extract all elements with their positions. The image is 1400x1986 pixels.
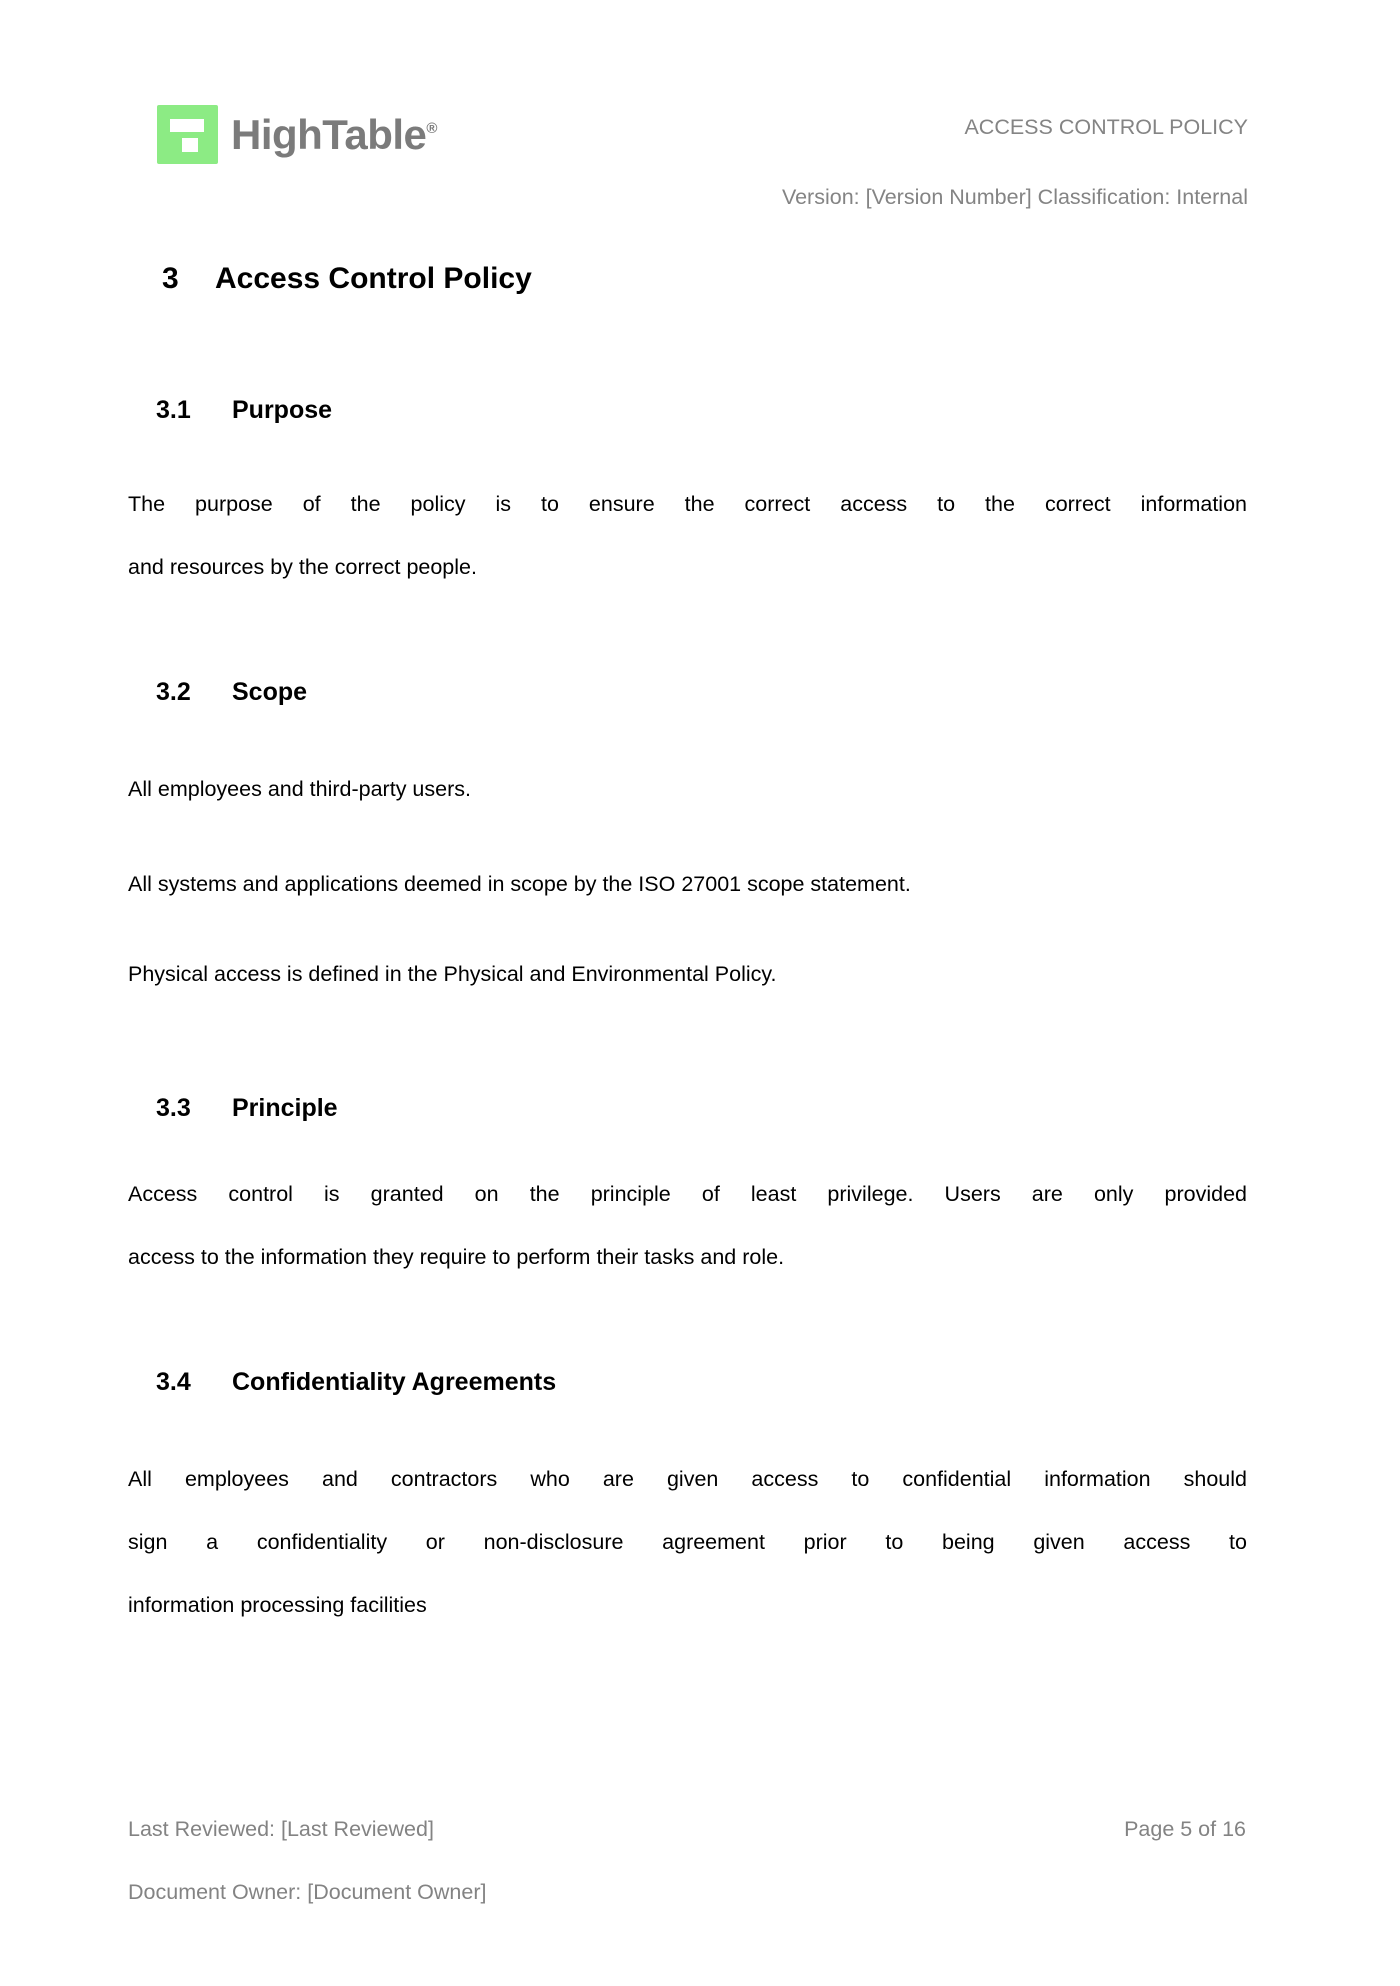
logo-table-top-shape: [170, 119, 204, 132]
paragraph-line: access to the information they require to perform their tasks and role.: [128, 1245, 785, 1269]
paragraph-principle: [128, 1163, 1247, 1289]
logo-wordmark-text: HighTable: [231, 110, 427, 158]
paragraph-line: All systems and applications deemed in scope by the ISO 27001 scope statement.: [128, 872, 911, 896]
section-heading-principle: [156, 1094, 338, 1123]
section-number: 3.3: [156, 1094, 191, 1122]
logo-table-leg-shape: [182, 138, 198, 152]
hightable-logo-icon: [157, 105, 218, 164]
chapter-heading: [162, 262, 532, 296]
paragraph-line: Access control is granted on the principle of least privilege. Users are only provided: [128, 1182, 1247, 1206]
paragraph-line: Physical access is defined in the Physical and Environmental Policy.: [128, 962, 777, 986]
paragraph-line: information processing facilities: [128, 1593, 427, 1617]
section-title: Confidentiality Agreements: [232, 1368, 557, 1396]
paragraph-purpose: [128, 473, 1247, 599]
logo-wordmark: [231, 111, 437, 159]
header-document-title: ACCESS CONTROL POLICY: [964, 115, 1248, 139]
section-number: 3.4: [156, 1368, 191, 1396]
paragraph-confidentiality: [128, 1448, 1247, 1637]
section-title: Scope: [232, 678, 308, 706]
page-header: [782, 92, 1248, 232]
paragraph-scope-2: [128, 853, 1247, 916]
paragraph-scope-1: [128, 758, 1247, 821]
section-number: 3.1: [156, 396, 191, 424]
section-heading-confidentiality-agreements: [156, 1368, 556, 1397]
paragraph-line: sign a confidentiality or non-disclosure agreement prior to being given access to: [128, 1530, 1247, 1554]
paragraph-line: The purpose of the policy is to ensure the correct access to the correct information: [128, 492, 1247, 516]
header-version-classification: Version: [Version Number] Classification: Internal: [781, 185, 1248, 209]
chapter-title: Access Control Policy: [215, 262, 532, 295]
section-title: Principle: [232, 1094, 338, 1122]
paragraph-line: All employees and contractors who are given access to confidential information should: [128, 1467, 1247, 1491]
page-footer-right: [1124, 1798, 1246, 1861]
footer-page-number: Page 5 of 16: [1124, 1817, 1246, 1841]
paragraph-line: All employees and third-party users.: [128, 777, 471, 801]
registered-trademark-symbol: ®: [426, 119, 437, 137]
hightable-logo: [157, 105, 437, 164]
section-heading-purpose: [156, 396, 332, 425]
section-heading-scope: [156, 678, 307, 707]
section-title: Purpose: [232, 396, 333, 424]
chapter-number: 3: [162, 262, 179, 295]
footer-last-reviewed: Last Reviewed: [Last Reviewed]: [128, 1817, 434, 1841]
section-number: 3.2: [156, 678, 191, 706]
footer-document-owner: Document Owner: [Document Owner]: [128, 1880, 487, 1904]
paragraph-line: and resources by the correct people.: [128, 555, 477, 579]
paragraph-scope-3: [128, 943, 1247, 1006]
page-footer-left: [128, 1798, 486, 1924]
